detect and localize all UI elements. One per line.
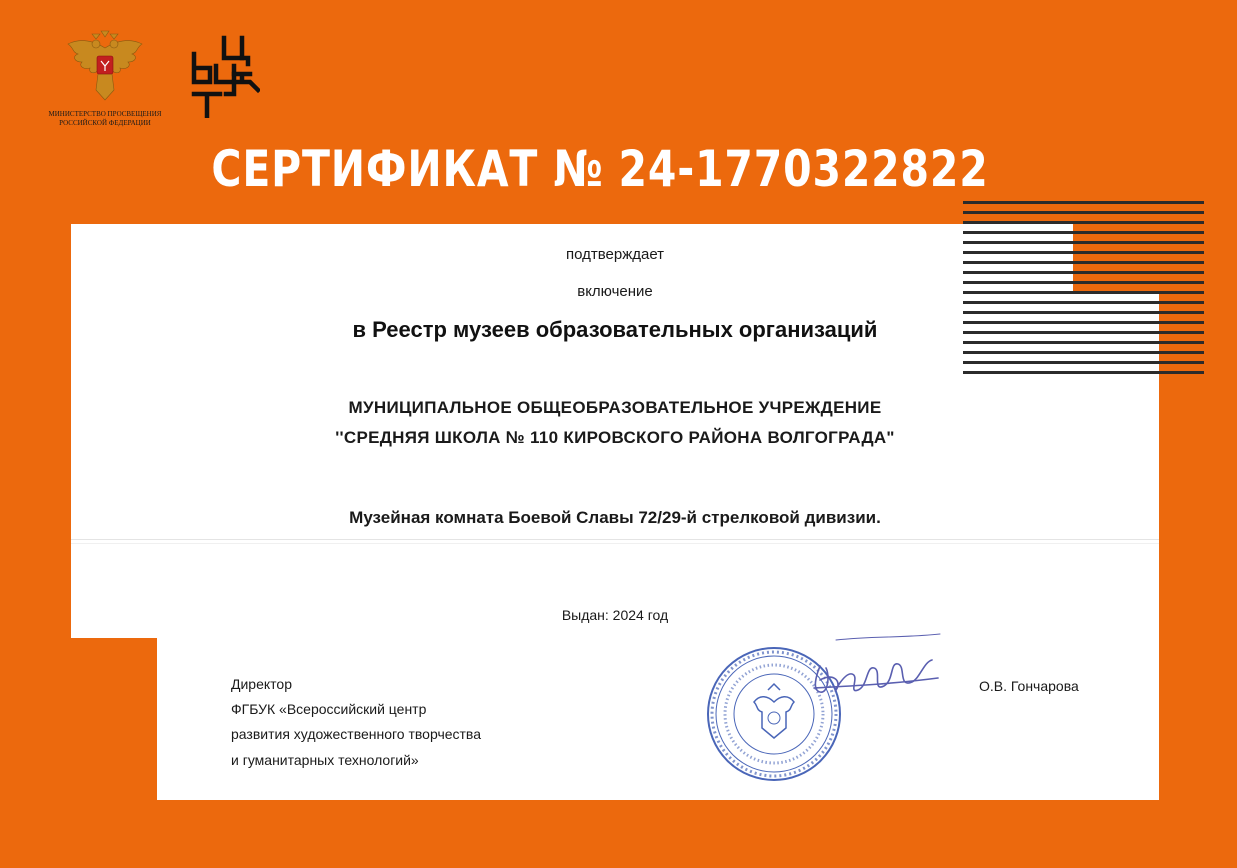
certificate-title: СЕРТИФИКАТ № 24-1770322822 xyxy=(211,140,989,198)
stripe xyxy=(963,241,1204,244)
director-org-line-3: и гуманитарных технологий» xyxy=(231,752,419,768)
issued-year: Выдан: 2024 год xyxy=(561,607,669,623)
director-name: О.В. Гончарова xyxy=(979,678,1079,694)
registry-heading: в Реестр музеев образовательных организаций xyxy=(352,317,878,342)
certificate-card-bottom xyxy=(157,638,1159,800)
russian-emblem-icon xyxy=(62,30,148,104)
confirms-text: подтверждает xyxy=(565,246,665,263)
stripe xyxy=(963,371,1204,374)
ministry-line-2: РОССИЙСКОЙ ФЕДЕРАЦИИ xyxy=(59,118,151,127)
director-org-line-2: развития художественного творчества xyxy=(231,726,481,742)
stripe xyxy=(963,201,1204,204)
stripe xyxy=(963,311,1204,314)
ministry-name xyxy=(40,110,170,127)
organization-line-1: МУНИЦИПАЛЬНОЕ ОБЩЕОБРАЗОВАТЕЛЬНОЕ УЧРЕЖДЕНИЕ xyxy=(348,398,882,417)
ministry-line-1: МИНИСТЕРСТВО ПРОСВЕЩЕНИЯ xyxy=(48,110,162,118)
vcht-logo-icon xyxy=(190,34,260,118)
director-org-line-1: ФГБУК «Всероссийский центр xyxy=(231,701,427,717)
stripe xyxy=(963,361,1204,364)
stripe xyxy=(963,351,1204,354)
stripe xyxy=(963,211,1204,214)
stripe xyxy=(963,221,1204,224)
divider xyxy=(71,543,1159,544)
divider xyxy=(71,539,1159,540)
director-title: Директор xyxy=(231,676,292,692)
stripe xyxy=(963,301,1204,304)
inclusion-text: включение xyxy=(577,283,653,300)
stripe xyxy=(963,231,1204,234)
organization-line-2: ''СРЕДНЯЯ ШКОЛА № 110 КИРОВСКОГО РАЙОНА ВОЛГОГРАДА" xyxy=(335,428,895,447)
seal-and-signature-icon xyxy=(702,632,952,792)
museum-name: Музейная комната Боевой Славы 72/29-й стрелковой дивизии. xyxy=(349,508,881,527)
stripe xyxy=(963,271,1204,274)
